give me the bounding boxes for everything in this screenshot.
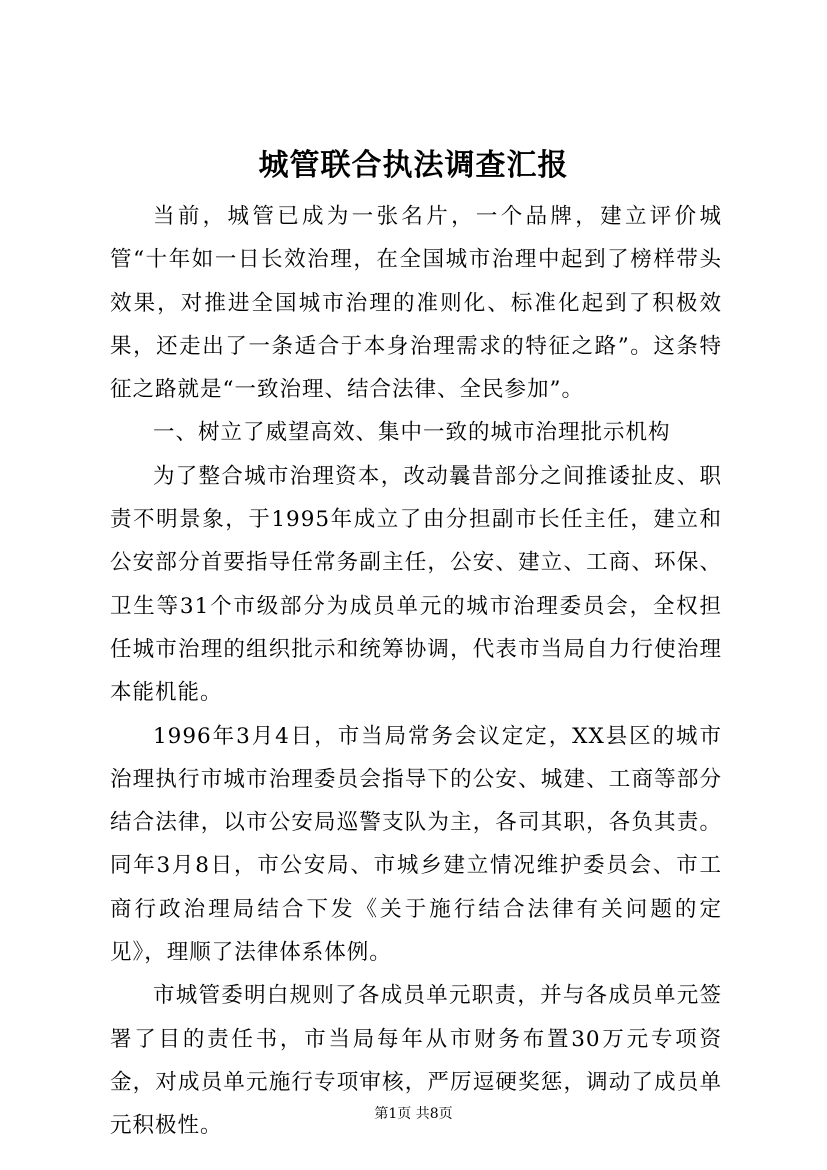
paragraph-responsibility: 市城管委明白规则了各成员单元职责，并与各成员单元签署了目的责任书，市当局每年从市财务布置30万元专项资金，对成员单元施行专项审核，严厉逗硬奖惩，调动了成员单元积极性。: [110, 983, 722, 1139]
document-body: [110, 195, 722, 1148]
paragraph-committee: 为了整合城市治理资本，改动曩昔部分之间推诿扯皮、职责不明景象，于1995年成立了由分担副市长任主任，建立和公安部分首要指导任常务副主任，公安、建立、工商、环保、卫生等31个市级部分为成员单元的城市治理委员会，全权担任城市治理的组织批示和统筹协调，代表市当局自力行使治理本能机能。: [110, 463, 722, 706]
paragraph-joint-law: 1996年3月4日，市当局常务会议定定，XX县区的城市治理执行市城市治理委员会指导下的公安、城建、工商等部分结合法律，以市公安局巡警支队为主，各司其职，各负其责。同年3月8日，市公安局、市城乡建立情况维护委员会、市工商行政治理局结合下发《关于施行结合法律有关问题的定见》，理顺了法律体系体例。: [110, 723, 722, 966]
document-title: 城管联合执法调查汇报: [258, 148, 569, 183]
section-heading-1: 一、树立了威望高效、集中一致的城市治理批示机构: [153, 420, 671, 446]
page-number-footer: 第1页 共8页: [374, 1106, 453, 1122]
paragraph-intro: 当前，城管已成为一张名片，一个品牌，建立评价城管“十年如一日长效治理，在全国城市治理中起到了榜样带头效果，对推进全国城市治理的准则化、标准化起到了积极效果，还走出了一条适合于本身治理需求的特征之路”。这条特征之路就是“一致治理、结合法律、全民参加”。: [110, 204, 722, 403]
